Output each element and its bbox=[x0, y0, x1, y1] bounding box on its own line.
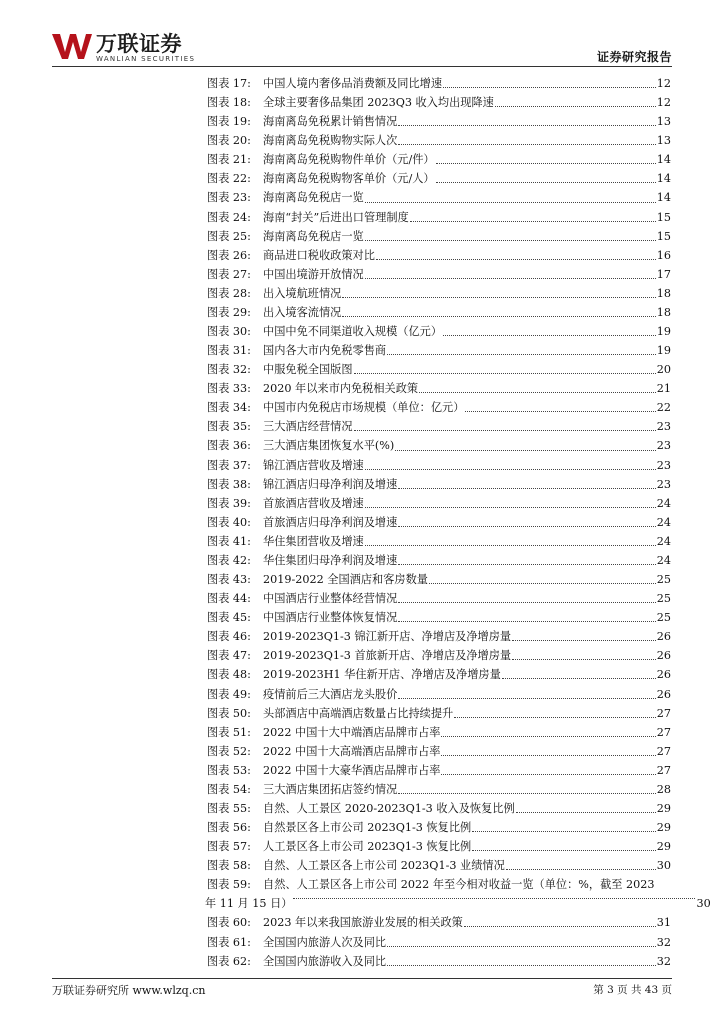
toc-entry-page: 19 bbox=[656, 325, 671, 339]
toc-entry-title: 2023 年以来我国旅游业发展的相关政策 bbox=[263, 916, 463, 930]
toc-entry-title: 华住集团营收及增速 bbox=[263, 534, 364, 548]
brand-name-cn: 万联证券 bbox=[96, 32, 182, 56]
toc-entry-number: 图表 21: bbox=[207, 153, 251, 167]
toc-entry-title: 自然景区各上市公司 2023Q1-3 恢复比例 bbox=[263, 821, 472, 835]
toc-leader-dots bbox=[354, 373, 656, 374]
toc-entry[interactable] bbox=[207, 952, 671, 971]
toc-leader-dots bbox=[387, 354, 656, 355]
toc-entry-page: 20 bbox=[656, 363, 671, 377]
toc-entry-title: 2019-2023Q1-3 锦江新开店、净增店及净增房量 bbox=[263, 630, 512, 644]
toc-entry-title: 人工景区各上市公司 2023Q1-3 恢复比例 bbox=[263, 840, 472, 854]
toc-entry-title: 头部酒店中高端酒店数量占比持续提升 bbox=[263, 706, 454, 720]
toc-entry[interactable] bbox=[207, 856, 671, 875]
toc-entry[interactable] bbox=[207, 532, 671, 551]
toc-entry-number: 图表 48: bbox=[207, 668, 251, 682]
toc-leader-dots bbox=[443, 335, 656, 336]
toc-entry-page: 19 bbox=[656, 344, 671, 358]
toc-entry-number: 图表 62: bbox=[207, 954, 251, 968]
toc-leader-dots bbox=[365, 202, 656, 203]
toc-entry[interactable] bbox=[207, 475, 671, 494]
toc-entry[interactable] bbox=[207, 837, 671, 856]
toc-entry-number: 图表 31: bbox=[207, 344, 251, 358]
toc-entry-number: 图表 41: bbox=[207, 534, 251, 548]
toc-entry[interactable] bbox=[207, 284, 671, 303]
toc-entry-number: 图表 34: bbox=[207, 401, 251, 415]
toc-entry[interactable] bbox=[207, 818, 671, 837]
toc-entry-title: 华住集团归母净利润及增速 bbox=[263, 553, 398, 567]
toc-entry-number: 图表 45: bbox=[207, 611, 251, 625]
toc-leader-dots bbox=[464, 926, 656, 927]
toc-entry[interactable] bbox=[207, 570, 671, 589]
toc-entry-number: 图表 49: bbox=[207, 687, 251, 701]
toc-entry-title: 海南离岛免税购物实际人次 bbox=[263, 134, 398, 148]
toc-entry-page: 15 bbox=[656, 229, 671, 243]
toc-leader-dots bbox=[465, 411, 655, 412]
toc-entry-page: 16 bbox=[656, 248, 671, 262]
toc-entry-number: 图表 35: bbox=[207, 420, 251, 434]
toc-entry[interactable] bbox=[207, 169, 671, 188]
toc-entry-page: 26 bbox=[656, 630, 671, 644]
toc-entry[interactable] bbox=[207, 646, 671, 665]
toc-leader-dots bbox=[454, 717, 656, 718]
toc-leader-dots bbox=[441, 736, 655, 737]
toc-entry[interactable] bbox=[207, 208, 671, 227]
toc-entry-number: 图表 55: bbox=[207, 801, 251, 815]
toc-entry-title: 中国酒店行业整体恢复情况 bbox=[263, 611, 398, 625]
toc-entry-title: 疫情前后三大酒店龙头股价 bbox=[263, 687, 398, 701]
toc-entry-title: 三大酒店集团恢复水平(%) bbox=[263, 439, 395, 453]
toc-entry[interactable] bbox=[207, 188, 671, 207]
toc-entry[interactable] bbox=[207, 150, 671, 169]
toc-entry-number: 图表 32: bbox=[207, 363, 251, 377]
toc-leader-dots bbox=[365, 469, 656, 470]
toc-entry[interactable] bbox=[207, 436, 671, 455]
toc-entry-title: 自然、人工景区 2020-2023Q1-3 收入及恢复比例 bbox=[263, 801, 515, 815]
toc-entry-page: 28 bbox=[656, 782, 671, 796]
toc-entry-page: 14 bbox=[656, 172, 671, 186]
toc-entry[interactable] bbox=[207, 494, 671, 513]
toc-leader-dots bbox=[443, 87, 656, 88]
toc-entry-page: 27 bbox=[656, 744, 671, 758]
toc-entry-title: 自然、人工景区各上市公司 2022 年至今相对收益一览（单位：%，截至 2023 bbox=[263, 878, 655, 892]
toc-entry[interactable] bbox=[207, 704, 671, 723]
toc-leader-dots bbox=[395, 450, 656, 451]
toc-entry-title: 首旅酒店营收及增速 bbox=[263, 496, 364, 510]
header-divider bbox=[52, 66, 672, 67]
toc-entry[interactable] bbox=[207, 456, 671, 475]
toc-leader-dots bbox=[436, 182, 656, 183]
toc-entry-page: 30 bbox=[696, 897, 711, 911]
toc-entry[interactable] bbox=[207, 933, 671, 952]
toc-entry[interactable] bbox=[207, 93, 671, 112]
toc-entry-page: 26 bbox=[656, 668, 671, 682]
toc-entry-number: 图表 61: bbox=[207, 935, 251, 949]
toc-entry-title-continued: 年 11 月 15 日） bbox=[205, 897, 293, 911]
toc-entry-title: 中国中免不同渠道收入规模（亿元） bbox=[263, 325, 443, 339]
toc-entry-page: 24 bbox=[656, 496, 671, 510]
toc-entry-title: 2019-2023H1 华住新开店、净增店及净增房量 bbox=[263, 668, 501, 682]
toc-entry-page: 21 bbox=[656, 382, 671, 396]
toc-entry-page: 12 bbox=[656, 96, 671, 110]
toc-leader-dots bbox=[429, 583, 656, 584]
toc-leader-dots bbox=[398, 125, 655, 126]
toc-leader-dots bbox=[436, 163, 656, 164]
toc-leader-dots bbox=[512, 659, 656, 660]
toc-entry-title: 海南“封关”后进出口管理制度 bbox=[263, 210, 409, 224]
toc-leader-dots bbox=[502, 678, 656, 679]
toc-entry-page: 31 bbox=[656, 916, 671, 930]
table-of-figures bbox=[205, 74, 711, 971]
toc-list bbox=[207, 74, 671, 875]
toc-entry-title: 锦江酒店营收及增速 bbox=[263, 458, 364, 472]
toc-entry[interactable] bbox=[207, 131, 671, 150]
toc-leader-dots bbox=[342, 297, 655, 298]
toc-leader-dots bbox=[365, 278, 656, 279]
toc-entry-page: 14 bbox=[656, 191, 671, 205]
toc-leader-dots bbox=[472, 850, 656, 851]
toc-leader-dots bbox=[354, 430, 656, 431]
toc-entry-page: 27 bbox=[656, 763, 671, 777]
toc-entry[interactable] bbox=[207, 341, 671, 360]
toc-leader-dots bbox=[398, 793, 655, 794]
toc-entry[interactable] bbox=[207, 761, 671, 780]
toc-entry-title: 2019-2023Q1-3 首旅新开店、净增店及净增房量 bbox=[263, 649, 512, 663]
toc-entry-number: 图表 53: bbox=[207, 763, 251, 777]
toc-entry-page: 29 bbox=[656, 821, 671, 835]
toc-entry-title: 海南离岛免税店一览 bbox=[263, 191, 364, 205]
toc-entry[interactable] bbox=[207, 227, 671, 246]
toc-leader-dots bbox=[387, 965, 656, 966]
toc-entry-number: 图表 23: bbox=[207, 191, 251, 205]
toc-entry[interactable] bbox=[207, 780, 671, 799]
toc-entry-title: 全国国内旅游人次及同比 bbox=[263, 935, 387, 949]
toc-entry[interactable] bbox=[207, 303, 671, 322]
toc-entry-number: 图表 46: bbox=[207, 630, 251, 644]
toc-entry-title: 出入境客流情况 bbox=[263, 305, 342, 319]
report-type-label: 证券研究报告 bbox=[596, 50, 672, 64]
toc-entry[interactable] bbox=[207, 398, 671, 417]
toc-entry[interactable] bbox=[207, 360, 671, 379]
toc-entry-number: 图表 39: bbox=[207, 496, 251, 510]
toc-entry-page: 23 bbox=[656, 477, 671, 491]
toc-entry-title: 2022 中国十大中端酒店品牌市占率 bbox=[263, 725, 441, 739]
toc-entry-page: 23 bbox=[656, 439, 671, 453]
toc-entry[interactable] bbox=[207, 799, 671, 818]
toc-entry[interactable] bbox=[207, 513, 671, 532]
toc-entry-page: 12 bbox=[656, 77, 671, 90]
toc-entry[interactable] bbox=[207, 627, 671, 646]
toc-entry-page: 22 bbox=[656, 401, 671, 415]
toc-entry[interactable] bbox=[207, 723, 671, 742]
toc-leader-dots bbox=[398, 488, 655, 489]
toc-leader-dots bbox=[419, 392, 656, 393]
toc-leader-dots bbox=[398, 526, 655, 527]
toc-entry-number: 图表 19: bbox=[207, 115, 251, 129]
toc-entry-number: 图表 56: bbox=[207, 821, 251, 835]
toc-entry[interactable] bbox=[205, 875, 711, 913]
toc-entry-number: 图表 20: bbox=[207, 134, 251, 148]
toc-leader-dots bbox=[387, 946, 656, 947]
toc-entry-page: 29 bbox=[656, 801, 671, 815]
toc-leader-dots bbox=[398, 144, 655, 145]
toc-entry-number: 图表 33: bbox=[207, 382, 251, 396]
toc-leader-dots bbox=[512, 640, 656, 641]
toc-entry-page: 25 bbox=[656, 592, 671, 606]
toc-entry-title: 2019-2022 全国酒店和客房数量 bbox=[263, 573, 428, 587]
toc-entry-page: 13 bbox=[656, 115, 671, 129]
toc-entry-page: 24 bbox=[656, 553, 671, 567]
page-number: 第 3 页 共 43 页 bbox=[593, 984, 672, 996]
toc-entry-number: 图表 58: bbox=[207, 859, 251, 873]
toc-entry-page: 13 bbox=[656, 134, 671, 148]
wanlian-logo-icon bbox=[52, 32, 92, 60]
toc-leader-dots bbox=[342, 316, 655, 317]
footer-divider bbox=[52, 978, 672, 979]
toc-entry-title: 中国市内免税店市场规模（单位：亿元） bbox=[263, 401, 465, 415]
toc-entry-number: 图表 44: bbox=[207, 592, 251, 606]
toc-entry-title: 海南离岛免税累计销售情况 bbox=[263, 115, 398, 129]
toc-entry-page: 32 bbox=[656, 935, 671, 949]
toc-entry-page: 24 bbox=[656, 515, 671, 529]
toc-leader-dots bbox=[398, 621, 655, 622]
toc-entry-page: 23 bbox=[656, 458, 671, 472]
toc-entry[interactable] bbox=[207, 742, 671, 761]
footer-source: 万联证券研究所 www.wlzq.cn bbox=[52, 984, 206, 997]
toc-entry-page: 17 bbox=[656, 267, 671, 281]
toc-entry-title: 海南离岛免税购物客单价（元/人） bbox=[263, 172, 435, 186]
toc-entry-number: 图表 57: bbox=[207, 840, 251, 854]
toc-entry[interactable] bbox=[207, 246, 671, 265]
toc-entry-page: 27 bbox=[656, 706, 671, 720]
toc-entry-number: 图表 22: bbox=[207, 172, 251, 186]
brand-name-en: WANLIAN SECURITIES bbox=[96, 55, 196, 63]
toc-entry-page: 18 bbox=[656, 286, 671, 300]
toc-entry-number: 图表 24: bbox=[207, 210, 251, 224]
toc-entry-number: 图表 25: bbox=[207, 229, 251, 243]
toc-entry-title: 首旅酒店归母净利润及增速 bbox=[263, 515, 398, 529]
toc-leader-dots bbox=[495, 106, 656, 107]
toc-entry-number: 图表 26: bbox=[207, 248, 251, 262]
toc-list bbox=[207, 913, 671, 970]
toc-entry-number: 图表 30: bbox=[207, 325, 251, 339]
page-header bbox=[0, 0, 724, 70]
toc-entry-title: 2020 年以来市内免税相关政策 bbox=[263, 382, 419, 396]
toc-leader-dots bbox=[398, 564, 655, 565]
toc-leader-dots bbox=[365, 507, 656, 508]
toc-entry[interactable] bbox=[207, 265, 671, 284]
toc-entry-title: 商品进口税收政策对比 bbox=[263, 248, 375, 262]
toc-entry-number: 图表 37: bbox=[207, 458, 251, 472]
toc-entry-number: 图表 51: bbox=[207, 725, 251, 739]
toc-leader-dots bbox=[441, 755, 655, 756]
toc-entry-title: 全国国内旅游收入及同比 bbox=[263, 954, 387, 968]
toc-entry-number: 图表 60: bbox=[207, 916, 251, 930]
toc-leader-dots bbox=[293, 898, 695, 899]
toc-entry-page: 27 bbox=[656, 725, 671, 739]
toc-entry-number: 图表 38: bbox=[207, 477, 251, 491]
toc-leader-dots bbox=[398, 698, 655, 699]
toc-entry-title: 出入境航班情况 bbox=[263, 286, 342, 300]
toc-entry-page: 30 bbox=[656, 859, 671, 873]
toc-entry[interactable] bbox=[207, 665, 671, 684]
toc-entry-number: 图表 52: bbox=[207, 744, 251, 758]
toc-entry-number: 图表 28: bbox=[207, 286, 251, 300]
toc-entry-number: 图表 18: bbox=[207, 96, 251, 110]
toc-leader-dots bbox=[506, 869, 656, 870]
toc-entry-page: 25 bbox=[656, 611, 671, 625]
toc-entry[interactable] bbox=[207, 913, 671, 932]
toc-entry-number: 图表 40: bbox=[207, 515, 251, 529]
toc-entry-page: 26 bbox=[656, 649, 671, 663]
toc-entry-number: 图表 17: bbox=[207, 77, 251, 90]
toc-entry[interactable] bbox=[207, 589, 671, 608]
toc-leader-dots bbox=[472, 831, 656, 832]
toc-entry-page: 15 bbox=[656, 210, 671, 224]
toc-leader-dots bbox=[410, 221, 656, 222]
toc-entry[interactable] bbox=[207, 322, 671, 341]
toc-entry-number: 图表 50: bbox=[207, 706, 251, 720]
toc-entry-title: 2022 中国十大豪华酒店品牌市占率 bbox=[263, 763, 441, 777]
toc-entry-title: 三大酒店集团拓店签约情况 bbox=[263, 782, 398, 796]
toc-entry-title: 2022 中国十大高端酒店品牌市占率 bbox=[263, 744, 441, 758]
toc-entry-page: 24 bbox=[656, 534, 671, 548]
toc-entry-number: 图表 42: bbox=[207, 553, 251, 567]
toc-entry[interactable] bbox=[207, 74, 671, 93]
toc-entry[interactable] bbox=[207, 379, 671, 398]
toc-entry-page: 29 bbox=[656, 840, 671, 854]
toc-entry-page: 18 bbox=[656, 305, 671, 319]
toc-entry[interactable] bbox=[207, 551, 671, 570]
toc-entry[interactable] bbox=[207, 608, 671, 627]
toc-entry-page: 23 bbox=[656, 420, 671, 434]
toc-entry-title: 锦江酒店归母净利润及增速 bbox=[263, 477, 398, 491]
toc-entry-page: 26 bbox=[656, 687, 671, 701]
toc-entry-title: 自然、人工景区各上市公司 2023Q1-3 业绩情况 bbox=[263, 859, 505, 873]
toc-entry[interactable] bbox=[207, 112, 671, 131]
toc-entry-number: 图表 36: bbox=[207, 439, 251, 453]
toc-entry-number: 图表 47: bbox=[207, 649, 251, 663]
toc-leader-dots bbox=[365, 545, 656, 546]
toc-leader-dots bbox=[516, 812, 656, 813]
toc-entry-number: 图表 59: bbox=[207, 878, 251, 892]
toc-entry-number: 图表 29: bbox=[207, 305, 251, 319]
toc-leader-dots bbox=[365, 240, 656, 241]
toc-entry-title: 中国出境游开放情况 bbox=[263, 267, 364, 281]
toc-entry-number: 图表 27: bbox=[207, 267, 251, 281]
toc-entry-title: 中国人境内奢侈品消费额及同比增速 bbox=[263, 77, 443, 90]
toc-entry-page: 25 bbox=[656, 573, 671, 587]
toc-entry-title: 中国酒店行业整体经营情况 bbox=[263, 592, 398, 606]
toc-entry-title: 三大酒店经营情况 bbox=[263, 420, 353, 434]
toc-leader-dots bbox=[441, 774, 655, 775]
toc-entry-title: 海南离岛免税购物件单价（元/件） bbox=[263, 153, 435, 167]
toc-entry-title: 全球主要奢侈品集团 2023Q3 收入均出现降速 bbox=[263, 96, 494, 110]
toc-entry-page: 14 bbox=[656, 153, 671, 167]
toc-leader-dots bbox=[398, 602, 655, 603]
toc-entry-number: 图表 43: bbox=[207, 573, 251, 587]
toc-entry[interactable] bbox=[207, 417, 671, 436]
toc-entry-title: 中服免税全国版图 bbox=[263, 363, 353, 377]
toc-entry-title: 国内各大市内免税零售商 bbox=[263, 344, 387, 358]
toc-entry-title: 海南离岛免税店一览 bbox=[263, 229, 364, 243]
toc-entry-number: 图表 54: bbox=[207, 782, 251, 796]
toc-leader-dots bbox=[376, 259, 656, 260]
toc-entry[interactable] bbox=[207, 685, 671, 704]
toc-entry-page: 32 bbox=[656, 954, 671, 968]
